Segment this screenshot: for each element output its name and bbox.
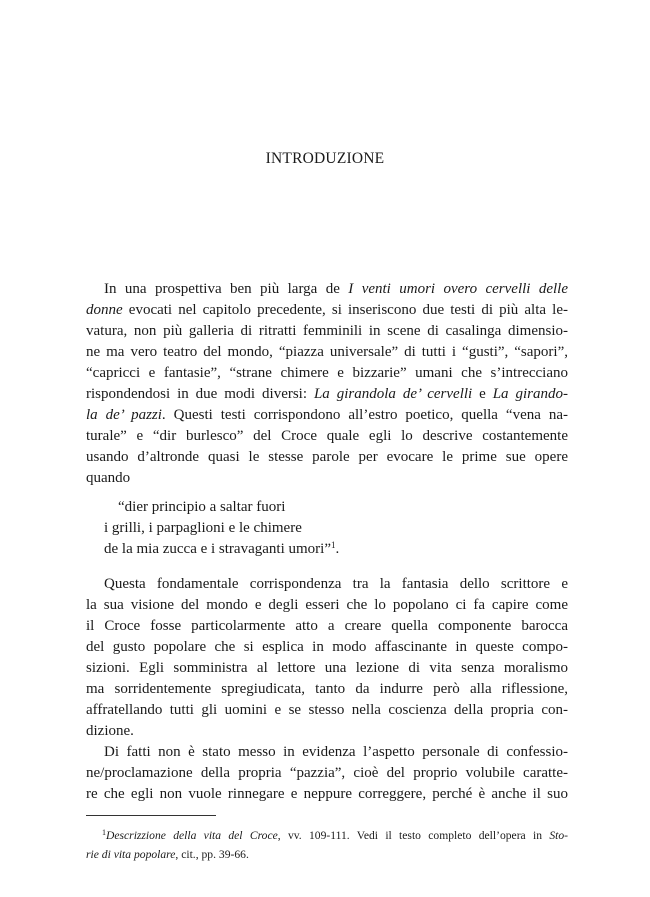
italic-title: Descrizzione della vita del Croce <box>106 829 278 842</box>
paragraph-1-line-10: quando <box>86 470 131 486</box>
text-run: rispondendosi in due modi diversi: <box>86 386 314 402</box>
verse-line-1: “dier principio a saltar fuori <box>118 499 286 515</box>
italic-title: donne <box>86 302 123 318</box>
paragraph-1-line-9: usando d’altronde quasi le stesse parole per evocare le prime sue opere <box>86 449 568 465</box>
paragraph-2-line-3: il Croce fosse particolarmente atto a creare quella componente barocca <box>86 618 568 634</box>
paragraph-3-line-3: re che egli non vuole rinnegare e neppure correggere, perché è anche il suo <box>86 786 568 802</box>
paragraph-1-line-3: vatura, non più galleria di ritratti femminili in scene di casalinga dimensio- <box>86 323 568 339</box>
paragraph-1-line-2 <box>86 299 568 321</box>
paragraph-1-line-1 <box>104 278 568 300</box>
italic-title: La girandola de’ cervelli <box>313 386 473 402</box>
italic-title: rie di vita popolare <box>86 848 176 861</box>
paragraph-2-line-5: sizioni. Egli somministra al lettore una lezione di vita senza moralismo <box>86 660 568 676</box>
footnote-reference: 1 <box>330 540 336 550</box>
paragraph-2-line-2: la sua visione del mondo e degli esseri che lo popolano ci fa capire come <box>86 597 568 613</box>
text-run: de la mia zucca e i stravaganti umori” <box>104 541 331 557</box>
paragraph-1-line-8: turale” e “dir burlesco” del Croce quale egli lo descrive costantemente <box>86 428 568 444</box>
verse-line-3 <box>104 539 339 560</box>
italic-title: Sto- <box>549 829 569 842</box>
paragraph-3-line-1: Di fatti non è stato messo in evidenza l’aspetto personale di confessio- <box>104 744 568 760</box>
paragraph-1-line-6 <box>86 383 568 405</box>
footnote-line-2 <box>86 845 568 864</box>
paragraph-3-line-2: ne/proclamazione della propria “pazzia”, cioè del proprio volubile caratte- <box>86 765 568 781</box>
text-run: e <box>472 386 493 402</box>
text-run: evocati nel capitolo precedente, si inseriscono due testi di più alta le- <box>122 302 568 318</box>
italic-title: la de’ pazzi <box>86 407 162 423</box>
text-run: , cit., pp. 39-66. <box>175 848 249 861</box>
text-run: . Questi testi corrispondono all’estro poetico, quella “vena na- <box>161 407 568 423</box>
paragraph-1-line-4: ne ma vero teatro del mondo, “piazza universale” di tutti i “gusti”, “sapori”, <box>86 344 568 360</box>
paragraph-2-line-8: dizione. <box>86 723 134 739</box>
paragraph-2-line-1: Questa fondamentale corrispondenza tra la fantasia dello scrittore e <box>104 576 568 592</box>
footnote-number: 1 <box>102 828 106 837</box>
footnote-separator <box>86 815 216 816</box>
paragraph-2-line-4: del gusto popolare che si esplica in modo affascinante in queste compo- <box>86 639 568 655</box>
chapter-title: INTRODUZIONE <box>265 150 385 167</box>
text-run: , vv. 109-111. Vedi il testo completo dell’opera in <box>277 829 550 842</box>
italic-title: I venti umori overo cervelli delle <box>348 281 568 297</box>
text-run: In una prospettiva ben più larga de <box>104 281 349 297</box>
paragraph-2-line-7: affratellando tutti gli uomini e se stesso nella coscienza della propria con- <box>86 702 568 718</box>
italic-title: La girando- <box>492 386 568 402</box>
footnote-line-1 <box>102 826 568 845</box>
paragraph-1-line-5: “capricci e fantasie”, “strane chimere e bizzarie” umani che s’intrecciano <box>86 365 568 381</box>
verse-line-2: i grilli, i parpaglioni e le chimere <box>104 520 302 536</box>
paragraph-2-line-6: ma sorridentemente spregiudicata, tanto da indurre però alla riflessione, <box>86 681 568 697</box>
paragraph-1-line-7 <box>86 404 568 426</box>
text-run: . <box>335 541 340 557</box>
